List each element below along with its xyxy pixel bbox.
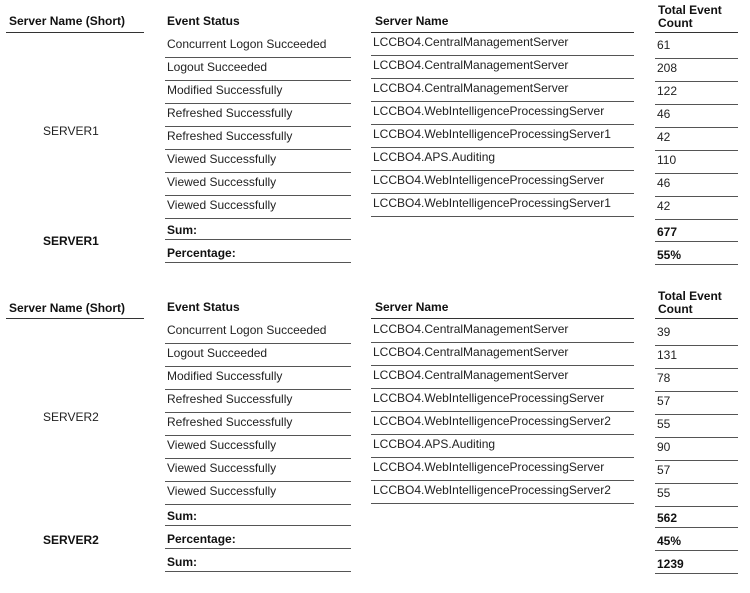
header-total-event-count-line2: Count [658, 302, 693, 316]
server-group-label: SERVER1 [43, 124, 99, 138]
server-name-cell: LCCBO4.APS.Auditing [371, 437, 634, 458]
server-name-cell: LCCBO4.APS.Auditing [371, 150, 634, 171]
server-name-cell: LCCBO4.CentralManagementServer [371, 35, 634, 56]
header-total-event-count-line1: Total Event [658, 289, 722, 303]
event-status-cell: Refreshed Successfully [165, 415, 351, 436]
event-status-cell: Viewed Successfully [165, 461, 351, 482]
server-summary-label: SERVER1 [43, 234, 99, 248]
server-name-cell: LCCBO4.WebIntelligenceProcessingServer [371, 391, 634, 412]
event-count-cell: 78 [655, 371, 738, 392]
grand-total-value: 1239 [655, 557, 738, 574]
event-count-cell: 122 [655, 84, 738, 105]
event-count-cell: 57 [655, 394, 738, 415]
server-name-cell: LCCBO4.WebIntelligenceProcessingServer [371, 173, 634, 194]
event-status-cell: Viewed Successfully [165, 198, 351, 219]
header-underline [371, 318, 634, 319]
header-event-status: Event Status [167, 300, 240, 314]
server-summary-label: SERVER2 [43, 533, 99, 547]
event-count-cell: 90 [655, 440, 738, 461]
event-count-cell: 42 [655, 199, 738, 220]
sum-value: 677 [655, 225, 738, 242]
header-server-name-short: Server Name (Short) [9, 301, 126, 315]
header-underline [655, 318, 738, 319]
percentage-value: 45% [655, 534, 738, 551]
server-name-cell: LCCBO4.WebIntelligenceProcessingServer [371, 104, 634, 125]
event-status-cell: Refreshed Successfully [165, 129, 351, 150]
header-event-status: Event Status [167, 14, 240, 28]
event-count-cell: 55 [655, 486, 738, 507]
event-status-cell: Modified Successfully [165, 83, 351, 104]
event-count-cell: 46 [655, 176, 738, 197]
server-name-cell: LCCBO4.CentralManagementServer [371, 345, 634, 366]
event-status-cell: Logout Succeeded [165, 346, 351, 367]
event-status-cell: Viewed Successfully [165, 438, 351, 459]
event-status-cell: Viewed Successfully [165, 175, 351, 196]
event-count-cell: 39 [655, 325, 738, 346]
event-status-cell: Concurrent Logon Succeeded [165, 37, 351, 58]
header-total-event-count-line2: Count [658, 16, 693, 30]
event-status-cell: Logout Succeeded [165, 60, 351, 81]
event-status-cell: Refreshed Successfully [165, 106, 351, 127]
header-server-name: Server Name [375, 300, 449, 314]
event-status-cell: Modified Successfully [165, 369, 351, 390]
sum-label: Sum: [165, 223, 351, 240]
event-count-cell: 131 [655, 348, 738, 369]
header-underline [371, 32, 634, 33]
event-count-cell: 61 [655, 38, 738, 59]
event-status-cell: Refreshed Successfully [165, 392, 351, 413]
percentage-label: Percentage: [165, 532, 351, 549]
header-server-name: Server Name [375, 14, 449, 28]
server-name-cell: LCCBO4.WebIntelligenceProcessingServer2 [371, 414, 634, 435]
server-name-cell: LCCBO4.CentralManagementServer [371, 368, 634, 389]
header-underline [655, 32, 738, 33]
header-underline [6, 32, 144, 33]
server-name-cell: LCCBO4.WebIntelligenceProcessingServer [371, 460, 634, 481]
event-status-cell: Concurrent Logon Succeeded [165, 323, 351, 344]
event-status-cell: Viewed Successfully [165, 484, 351, 505]
event-count-cell: 55 [655, 417, 738, 438]
event-count-cell: 110 [655, 153, 738, 174]
server-name-cell: LCCBO4.CentralManagementServer [371, 322, 634, 343]
server-name-cell: LCCBO4.CentralManagementServer [371, 58, 634, 79]
event-count-cell: 208 [655, 61, 738, 82]
percentage-label: Percentage: [165, 246, 351, 263]
sum-label: Sum: [165, 509, 351, 526]
event-count-cell: 46 [655, 107, 738, 128]
header-total-event-count-line1: Total Event [658, 3, 722, 17]
server-name-cell: LCCBO4.WebIntelligenceProcessingServer1 [371, 196, 634, 217]
server-name-cell: LCCBO4.WebIntelligenceProcessingServer2 [371, 483, 634, 504]
header-underline [6, 318, 144, 319]
server-group-label: SERVER2 [43, 410, 99, 424]
server-name-cell: LCCBO4.CentralManagementServer [371, 81, 634, 102]
server-name-cell: LCCBO4.WebIntelligenceProcessingServer1 [371, 127, 634, 148]
event-status-cell: Viewed Successfully [165, 152, 351, 173]
percentage-value: 55% [655, 248, 738, 265]
event-count-cell: 42 [655, 130, 738, 151]
event-count-cell: 57 [655, 463, 738, 484]
header-server-name-short: Server Name (Short) [9, 14, 126, 28]
sum-value: 562 [655, 511, 738, 528]
grand-total-label: Sum: [165, 555, 351, 572]
